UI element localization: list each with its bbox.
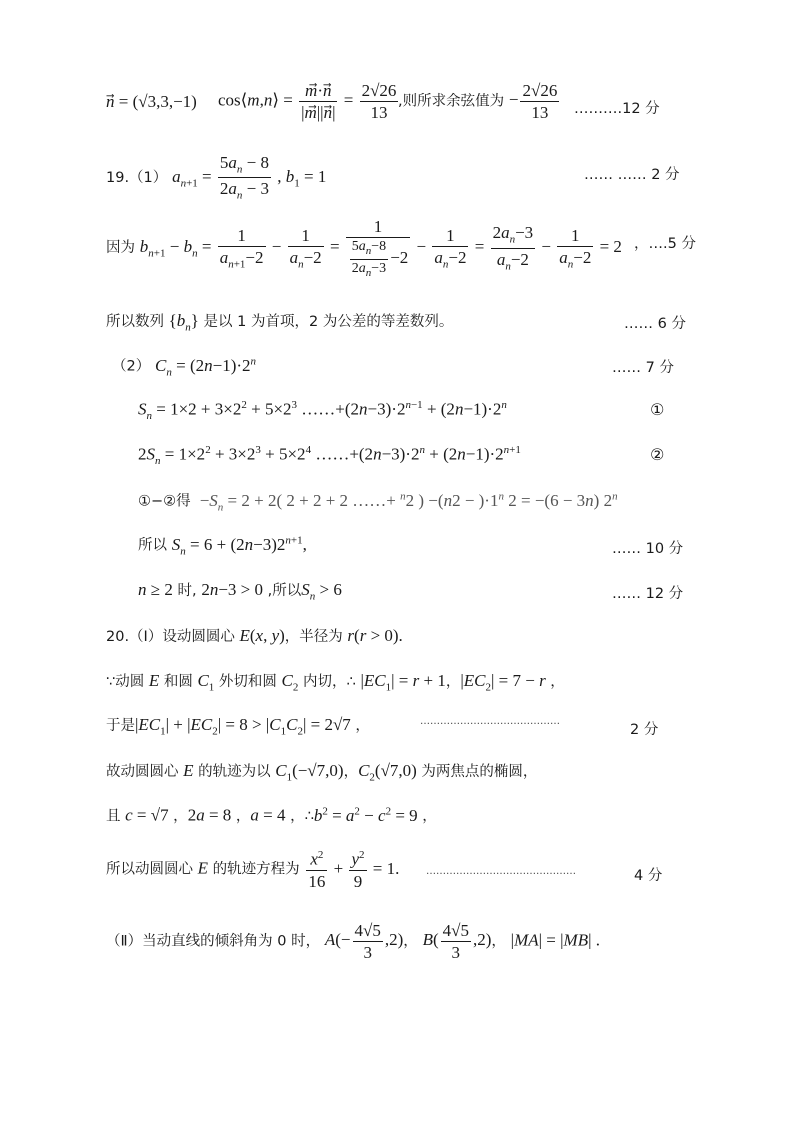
- marker-2: ②: [650, 445, 665, 464]
- q20-ellipse: 故动圆圆心 E 的轨迹为以 $C_1(-√7,0)$，$C_2(√7,0)$ 为两焦点的椭圆，: [106, 761, 538, 784]
- q19-part2: （2） $C_n = (2n-1)\cdot 2^n$: [112, 355, 257, 379]
- score-q19-conclusion: …… 6 分: [624, 316, 686, 332]
- line-conclusion: ,则所求余弦值为 − $\frac{2√26}{13}$: [398, 81, 558, 122]
- q20-part2: （Ⅱ）当动直线的倾斜角为 0 时， A(− $\frac{4√5}{3}$ ,2)， B( $\frac{4√5}{3}$ ,2)， |MA| = |MB| .: [106, 921, 600, 962]
- line-cosine: cos⟨m,n⟩ = $\frac{m⃗\cdot n}{|m⃗||n⃗|}$ = $\frac{2√26}{13}$: [218, 81, 397, 122]
- sn-result: 所以 $S_n = 6 + (2n-3)2^{n+1}$,: [138, 534, 307, 558]
- q20-equation: 所以动圆圆心 E 的轨迹方程为 $\frac{x^2}{16}$ + $\frac{y^2}{9}$ = 1.: [106, 849, 400, 891]
- q20-tangent: ∵动圆 E 和圆 $C_1$ 外切和圆 $C_2$ 内切，∴ $|EC_1| = r + 1$，$|EC_2| = 7 - r$ ，: [106, 671, 565, 694]
- score-q19-because: ，….5 分: [634, 236, 696, 252]
- score-sn-result: …… 10 分: [612, 541, 684, 557]
- score-q19-intro: …… …… 2 分: [584, 167, 680, 183]
- line-normal-vector: n⃗ = (√3,3,−1): [106, 92, 197, 111]
- score-q20-sum: 2 分: [630, 722, 659, 738]
- q19-conclusion: 所以数列 $\{b_n\}$ 是以 1 为首项，2 为公差的等差数列。: [106, 311, 454, 334]
- score-sn-inequality: …… 12 分: [612, 586, 684, 602]
- q20-sum: 于是$|EC_1| + |EC_2| = 8 > |C_1C_2| = 2√7$ ，: [106, 715, 370, 738]
- dots-q20-sum: ……………………………………: [420, 716, 560, 727]
- q19-intro: 19.（1） $a_{n+1}$ = $\frac{5a_n - 8}{2a_n - 3}$ , $b_1 = 1$: [106, 153, 327, 202]
- score-q19-part2: …… 7 分: [612, 360, 674, 376]
- score-q20-equation: 4 分: [634, 868, 663, 884]
- q20-params: 且 c = √7 ，2a = 8 ，a = 4 ，$\therefore b^2 = a^2 - c^2 = 9$ ，: [106, 805, 437, 825]
- subtract-line: ①−②得 $-S_n = 2 + 2$( 2 + 2 + 2 ……+ $^n$2 ) $-(n2 - )\cdot 1^n$ 2 = −(6 − 3n) 2$^n$: [138, 490, 618, 514]
- sn-inequality: n ≥ 2 时, 2n−3 > 0 ,所以$S_n > 6$: [138, 580, 342, 603]
- sn-equation-1: $S_n = 1\times 2 + 3\times 2^2 + 5\times 2^3$ $\dots\dots+(2n-3)\cdot 2^{n-1} + (2n-1)\cdot 2^n$: [138, 399, 507, 423]
- score-line1: ……….12 分: [574, 101, 660, 117]
- q20-intro: 20.（Ⅰ）设动圆圆心 E(x, y)，半径为 r(r > 0).: [106, 626, 403, 645]
- q19-because: 因为 $b_{n+1} - b_n$ = $\frac{1}{a_{n+1}-2}$ − $\frac{1}{a_n-2}$ = 1 $\frac{5a_n-8}{2a_n-3}$ −2 − $\frac{1}{a_n-2}$ = $\frac{2a_n-3}{a_n-2}$ − $\frac{1}{a_n-2}$ = 2: [106, 217, 622, 279]
- sn-equation-2: $2S_n = 1\times 2^2 + 3\times 2^3 + 5\times 2^4$ $\dots\dots+(2n-3)\cdot 2^n + (2n-1)\cdot 2^{n+1}$: [138, 444, 521, 468]
- dots-q20-equation: ………………………………………: [426, 866, 576, 877]
- marker-1: ①: [650, 400, 665, 419]
